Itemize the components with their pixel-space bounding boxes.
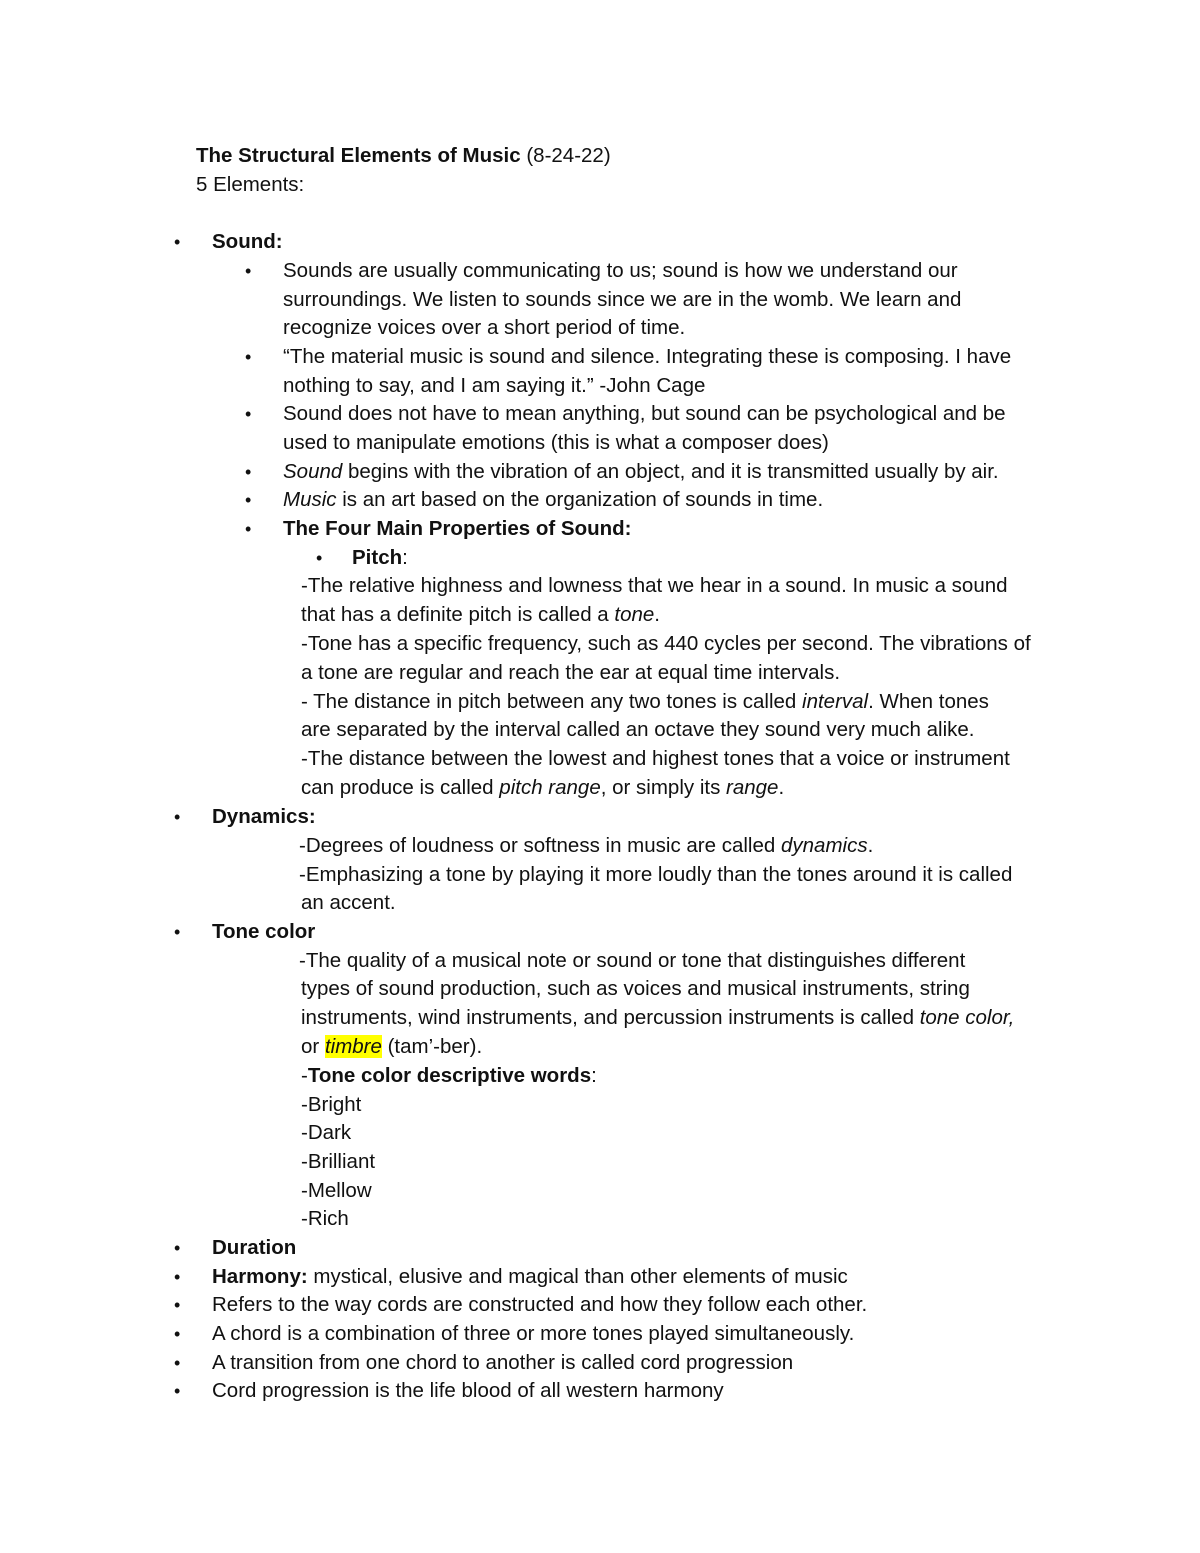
pitch-line4: a tone are regular and reach the ear at equal time intervals. — [301, 661, 841, 684]
sound-p1-line3: recognize voices over a short period of time. — [283, 316, 686, 339]
timbre-highlight: timbre — [324, 1035, 382, 1058]
tone-color-line1: -The quality of a musical note or sound or tone that distinguishes different — [299, 949, 966, 972]
bullet-icon: • — [174, 1295, 181, 1315]
sound-p5 — [283, 486, 823, 515]
dynamics-line2: -Emphasizing a tone by playing it more loudly than the tones around it is called — [299, 863, 1013, 886]
pitch-line8-b: , or simply its — [600, 776, 727, 799]
tone-color-line3 — [301, 1004, 1014, 1033]
sound-heading: Sound: — [212, 230, 283, 253]
tone-color-line2: types of sound production, such as voices and musical instruments, string — [301, 977, 970, 1000]
properties-heading: The Four Main Properties of Sound: — [283, 517, 632, 540]
bullet-icon: • — [245, 462, 252, 482]
descriptive-words-colon: : — [591, 1064, 597, 1087]
descriptive-words-text: Tone color descriptive words — [307, 1064, 592, 1087]
descriptive-word: -Brilliant — [301, 1150, 376, 1173]
tone-color-line4 — [301, 1033, 482, 1062]
bullet-icon: • — [174, 232, 181, 252]
pitch-line7: -The distance between the lowest and highest tones that a voice or instrument — [301, 747, 1010, 770]
title-date: (8-24-22) — [520, 144, 611, 167]
bullet-icon: • — [245, 404, 252, 424]
elements-count: 5 Elements: — [196, 173, 305, 196]
sound-p5-italic: Music — [283, 488, 337, 511]
sound-p4 — [283, 458, 999, 487]
descriptive-word: -Mellow — [301, 1179, 372, 1202]
sound-p1-line2: surroundings. We listen to sounds since we are in the womb. We learn and — [283, 288, 962, 311]
pitch-line3: -Tone has a specific frequency, such as 440 cycles per second. The vibrations of — [301, 632, 1031, 655]
pitch-heading-colon: : — [402, 546, 408, 569]
bullet-icon: • — [174, 1353, 181, 1373]
bullet-icon: • — [316, 548, 323, 568]
sound-p5-rest: is an art based on the organization of sounds in time. — [336, 488, 824, 511]
pitch-line5 — [301, 688, 989, 717]
pitch-line8-italic2: range — [726, 776, 779, 799]
bullet-icon: • — [245, 261, 252, 281]
pitch-line6: are separated by the interval called an octave they sound very much alike. — [301, 718, 975, 741]
sound-p1-line1: Sounds are usually communicating to us; sound is how we understand our — [283, 259, 958, 282]
pitch-line8 — [301, 774, 784, 803]
harmony-text: mystical, elusive and magical than other elements of music — [307, 1265, 848, 1288]
harmony-bullet: A chord is a combination of three or more tones played simultaneously. — [212, 1322, 855, 1345]
descriptive-word: -Rich — [301, 1207, 349, 1230]
bullet-icon: • — [245, 347, 252, 367]
descriptive-words-dash: - — [301, 1064, 308, 1087]
sound-p2-line2: nothing to say, and I am saying it.” -John Cage — [283, 374, 706, 397]
tone-color-line4-a: or — [301, 1035, 325, 1058]
pitch-heading — [352, 544, 408, 573]
harmony-bullet: Cord progression is the life blood of all western harmony — [212, 1379, 724, 1402]
pitch-line8-italic1: pitch range — [499, 776, 601, 799]
harmony-heading: Harmony: — [212, 1265, 308, 1288]
pitch-line2-b: . — [654, 603, 660, 626]
harmony-bullet: A transition from one chord to another is called cord progression — [212, 1351, 794, 1374]
dynamics-heading: Dynamics: — [212, 805, 316, 828]
sound-p3-line2: used to manipulate emotions (this is what a composer does) — [283, 431, 829, 454]
bullet-icon: • — [174, 1324, 181, 1344]
descriptive-words-heading — [301, 1062, 597, 1091]
pitch-line1: -The relative highness and lowness that we hear in a sound. In music a sound — [301, 574, 1008, 597]
sound-p2-line1: “The material music is sound and silence. Integrating these is composing. I have — [283, 345, 1012, 368]
descriptive-word: -Dark — [301, 1121, 352, 1144]
title-text: The Structural Elements of Music — [196, 144, 521, 167]
bullet-icon: • — [174, 1381, 181, 1401]
dynamics-line1-italic: dynamics — [780, 834, 868, 857]
harmony-line — [212, 1263, 848, 1292]
tone-color-line3-italic: tone color, — [919, 1006, 1015, 1029]
bullet-icon: • — [245, 490, 252, 510]
pitch-line5-italic: interval — [802, 690, 869, 713]
dynamics-line3: an accent. — [301, 891, 396, 914]
bullet-icon: • — [174, 1267, 181, 1287]
descriptive-word: -Bright — [301, 1093, 362, 1116]
harmony-bullet: Refers to the way cords are constructed and how they follow each other. — [212, 1293, 868, 1316]
pitch-line2-italic: tone — [614, 603, 655, 626]
pitch-line5-b: . When tones — [868, 690, 989, 713]
dynamics-line1-b: . — [867, 834, 874, 857]
pitch-heading-text: Pitch — [352, 546, 403, 569]
sound-p3-line1: Sound does not have to mean anything, but sound can be psychological and be — [283, 402, 1006, 425]
pitch-line8-a: can produce is called — [301, 776, 500, 799]
dynamics-line1-a: -Degrees of loudness or softness in music are called — [299, 834, 781, 857]
dynamics-line1 — [299, 832, 873, 861]
document-title — [196, 142, 611, 171]
tone-color-heading: Tone color — [212, 920, 316, 943]
duration-heading: Duration — [212, 1236, 297, 1259]
sound-p4-italic: Sound — [283, 460, 343, 483]
pitch-line5-a: - The distance in pitch between any two tones is called — [301, 690, 803, 713]
bullet-icon: • — [174, 1238, 181, 1258]
bullet-icon: • — [174, 922, 181, 942]
tone-color-line3-a: instruments, wind instruments, and percussion instruments is called — [301, 1006, 920, 1029]
pitch-line8-c: . — [778, 776, 785, 799]
sound-p4-rest: begins with the vibration of an object, and it is transmitted usually by air. — [342, 460, 999, 483]
pitch-line2 — [301, 601, 660, 630]
pitch-line2-a: that has a definite pitch is called a — [301, 603, 615, 626]
tone-color-line4-b: (tam’-ber). — [381, 1035, 483, 1058]
bullet-icon: • — [174, 807, 181, 827]
bullet-icon: • — [245, 519, 252, 539]
